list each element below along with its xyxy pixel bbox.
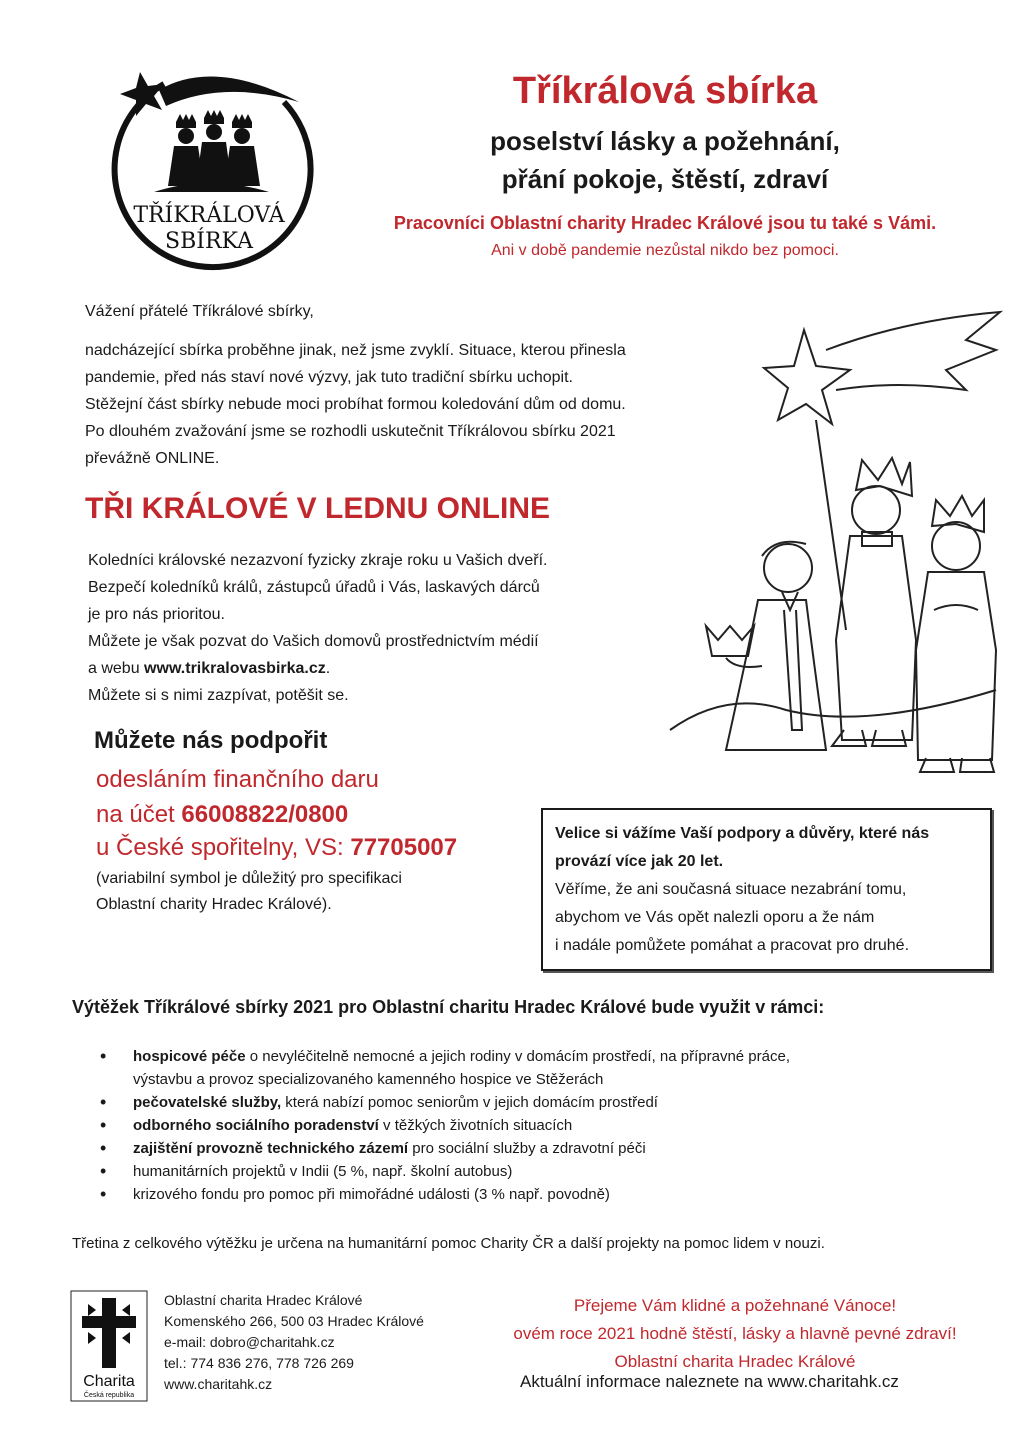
third-note: Třetina z celkového výtěžku je určena na humanitární pomoc Charity ČR a další projekty na pomoc lidem v nouzi. <box>72 1235 825 1252</box>
kings-illustration <box>666 310 1006 780</box>
trikralovasbirka-link[interactable]: www.trikralovasbirka.cz <box>144 660 326 677</box>
contact-web-link[interactable]: www.charitahk.cz <box>164 1376 273 1392</box>
contact-line: Oblastní charita Hradec Králové <box>164 1292 363 1308</box>
charita-logo-name: Charita <box>83 1373 135 1390</box>
account-number: 66008822/0800 <box>181 801 349 828</box>
item-text: v těžkých životních situacích <box>378 1117 573 1134</box>
kings-illustration-icon <box>666 310 1006 780</box>
contact-block <box>164 1290 424 1395</box>
online-heading: TŘI KRÁLOVÉ V LEDNU ONLINE <box>85 492 551 525</box>
box-line: i nadále pomůžete pomáhat a pracovat pro druhé. <box>555 937 910 954</box>
variable-symbol: 77705007 <box>350 834 458 861</box>
box-line: Věříme, že ani současná situace nezabrání tomu, <box>555 881 907 898</box>
intro-line: převážně ONLINE. <box>85 450 220 467</box>
logo-text-line1: TŘÍKRÁLOVÁ <box>133 203 285 228</box>
wish-line: Přejeme Vám klidné a požehnané Vánoce! <box>573 1296 897 1315</box>
web-prefix: a webu <box>88 660 145 677</box>
online-line: Můžete si s nimi zazpívat, potěšit se. <box>88 687 349 704</box>
red-subtagline: Ani v době pandemie nezůstal nikdo bez pomoci. <box>491 242 839 259</box>
charita-cross-icon <box>70 1290 148 1402</box>
item-bold: hospicové péče <box>133 1048 246 1065</box>
subtitle-line1: poselství lásky a požehnání, <box>490 126 840 156</box>
online-paragraph <box>88 547 547 709</box>
list-item <box>100 1114 980 1137</box>
box-line: abychom ve Vás opět nalezli oporu a že nám <box>555 909 875 926</box>
list-item <box>100 1160 980 1183</box>
support-line1: odesláním finančního daru <box>96 766 379 793</box>
note-line: Oblastní charity Hradec Králové). <box>96 896 332 913</box>
subtitle-line2: přání pokoje, štěstí, zdraví <box>501 164 829 194</box>
bank-prefix: u České spořitelny, VS: <box>96 834 351 861</box>
online-web-line <box>88 655 547 682</box>
online-line: je pro nás prioritou. <box>88 606 225 623</box>
intro-line: Stěžejní část sbírky nebude moci probíhat formou koledování dům od domu. <box>85 396 626 413</box>
intro-line: Po dlouhém zvažování jsme se rozhodli uskutečnit Tříkrálovou sbírku 2021 <box>85 423 616 440</box>
online-line: Bezpečí koledníků králů, zástupců úřadů i Vás, laskavých dárců <box>88 579 540 596</box>
contact-email[interactable]: e-mail: dobro@charitahk.cz <box>164 1334 335 1350</box>
variable-symbol-note <box>96 866 402 918</box>
intro-line: nadcházející sbírka proběhne jinak, než jsme zvyklí. Situace, kterou přinesla <box>85 342 626 359</box>
red-tagline: Pracovníci Oblastní charity Hradec Králové jsou tu také s Vámi. <box>393 213 937 233</box>
current-info-note: Aktuální informace naleznete na www.charitahk.cz <box>520 1372 899 1391</box>
item-text: humanitárních projektů v Indii (5 %, např. školní autobus) <box>133 1163 513 1180</box>
intro-line: pandemie, před nás staví nové výzvy, jak tuto tradiční sbírku uchopit. <box>85 369 573 386</box>
support-account-line <box>96 801 348 829</box>
item-text: o nevyléčitelně nemocné a jejich rodiny v domácím prostředí, na přípravné práce, <box>245 1048 790 1065</box>
star-icon <box>120 72 164 116</box>
list-item <box>100 1137 980 1160</box>
wish-line: Oblastní charita Hradec Králové <box>614 1352 856 1371</box>
page-title: Tříkrálová sbírka <box>512 70 818 112</box>
web-suffix: . <box>325 660 331 677</box>
list-item <box>100 1091 980 1114</box>
three-kings-logo <box>104 62 314 272</box>
item-bold: odborného sociálního poradenství <box>133 1117 379 1134</box>
box-line: Velice si vážíme Vaší podpory a důvěry, které nás <box>555 825 930 842</box>
contact-phone: tel.: 774 836 276, 778 726 269 <box>164 1355 354 1371</box>
online-line: Koledníci královské nezazvoní fyzicky zkraje roku u Vašich dveří. <box>88 552 548 569</box>
item-text: krizového fondu pro pomoc při mimořádné události (3 % např. povodně) <box>133 1186 610 1203</box>
logo-text-line2: SBÍRKA <box>165 229 253 254</box>
support-bank-line <box>96 834 457 862</box>
account-prefix: na účet <box>96 801 182 828</box>
list-item <box>100 1183 980 1206</box>
item-bold: zajištění provozně technického zázemí <box>133 1140 409 1157</box>
greeting: Vážení přátelé Tříkrálové sbírky, <box>85 303 314 320</box>
support-title: Můžete nás podpořit <box>94 727 328 754</box>
proceeds-heading: Výtěžek Tříkrálové sbírky 2021 pro Oblastní charitu Hradec Králové bude využit v rámci: <box>72 997 825 1017</box>
item-bold: pečovatelské služby, <box>133 1094 282 1111</box>
wish-line: ovém roce 2021 hodně štěstí, lásky a hlavně pevné zdraví! <box>513 1324 957 1343</box>
christmas-wish <box>500 1292 970 1376</box>
list-item <box>100 1045 980 1091</box>
intro-paragraph <box>85 337 745 472</box>
charita-logo-sub: Česká republika <box>83 1392 135 1399</box>
proceeds-list <box>100 1045 980 1206</box>
item-text: která nabízí pomoc seniorům v jejich domácím prostředí <box>281 1094 658 1111</box>
thanks-box <box>541 808 992 971</box>
box-line: provází více jak 20 let. <box>555 853 724 870</box>
contact-line: Komenského 266, 500 03 Hradec Králové <box>164 1313 424 1329</box>
item-text: pro sociální služby a zdravotní péči <box>408 1140 646 1157</box>
note-line: (variabilní symbol je důležitý pro specifikaci <box>96 870 402 887</box>
charita-logo <box>70 1290 148 1402</box>
online-line: Můžete je však pozvat do Vašich domovů prostřednictvím médií <box>88 633 539 650</box>
item-cont: výstavbu a provoz specializovaného kamenného hospice ve Stěžerách <box>133 1071 604 1088</box>
trikralova-sbirka-logo <box>104 62 314 272</box>
